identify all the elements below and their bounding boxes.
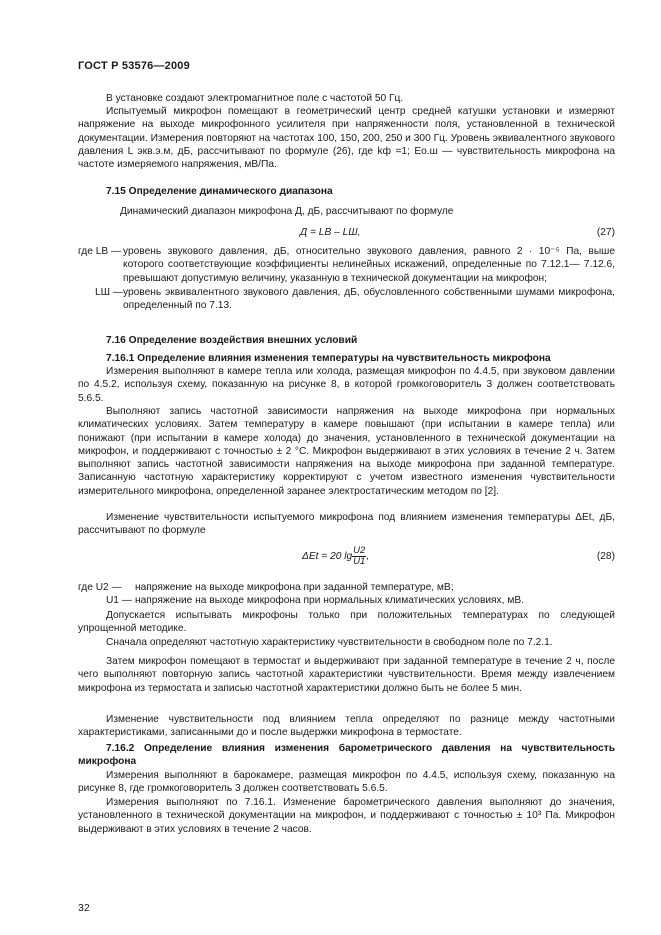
paragraph: Изменение чувствительности под влиянием тепла определяют по разнице между частотными характеристиками, записанными до и после выдержки микрофона в термостате. [78,714,615,739]
definition-term: LШ — [94,286,123,298]
page-number: 32 [78,902,90,914]
formula-28-lhs: ΔEt = 20 lg [302,551,353,563]
formula-27: Д = LВ – LШ, [300,227,361,238]
definition-text: уровень звукового давления, дБ, относительно звукового давления, равного 2 · 10⁻⁵ Па, выше которого соответствующие коэффициенты нелинейных искажений, определенные по 7.12.1— 7.12.6, превышают допустимую величину, указанную в технической документации на микрофон; [123,246,615,284]
definition-text: уровень эквивалентного звукового давления, дБ, обусловленного собственными шумами микрофона, определенный по 7.13. [123,286,615,312]
definition-item [78,245,615,285]
definition-term: где LВ — [78,246,122,257]
paragraph: Испытуемый микрофон помещают в геометрический центр средней катушки установки и измеряют напряжение на выходе микрофонного усилителя при напряженности поля, установленной в технической документации. Измерения повторяют на частотах 100, 150, 200, 250 и 300 Гц. Уровень эквивалентного звукового давления L экв.э.м, дБ, рассчитывают по формуле (26), где kф =1; Eо.ш — чувствительность микрофона на частоте измеряемого напряжения, мВ/Па. [78,106,615,171]
equation-number-27: (27) [596,227,615,238]
paragraph: Допускается испытывать микрофоны только при положительных температурах по следующей упрощенной методике. [78,610,615,635]
paragraph: Динамический диапазон микрофона Д, дБ, рассчитывают по формуле [120,206,454,217]
section-heading-7-16-1: 7.16.1 Определение влияния изменения температуры на чувствительность микрофона [106,353,551,364]
paragraph: Затем микрофон помещают в термостат и выдерживают при заданной температуре в течение 2 ч, после чего выполняют повторную запись частотной характеристики чувствительности. Время между извлечением микрофона из термостата и записью частотной характеристики должно быть не более 5 мин. [78,656,615,694]
paragraph: Измерения выполняют в камере тепла или холода, размещая микрофон по 4.4.5, при звуковом давлении по 4.5.2, используя схему, показанную на рисунке 8, в которой громкоговоритель 3 должен соответствовать 5.6.5. [78,366,615,404]
equation-number-28: (28) [596,551,615,562]
definition-item [78,286,615,313]
paragraph: Выполняют запись частотной зависимости напряжения на выходе микрофона при нормальных климатических условиях. Затем температуру в камере повышают (при испытании в камере тепла) или понижают (при испытании в камере холода) до значения, установленного в технической документации на микрофон, и поддерживают с точностью ± 2 °С. Микрофон выдерживают в этих условиях в течение 2 ч. Затем выполняют запись частотной зависимости напряжения на выходе микрофона при заданной температуре. Записанную частотную характеристику корректируют с учетом известного изменения чувствительности измерительного микрофона, определенной заранее электростатическим методом по [2]. [78,406,615,497]
section-heading-7-16-2: 7.16.2 Определение влияния изменения барометрического давления на чувствительность микрофона [78,743,615,768]
paragraph: Измерения выполняют в барокамере, размещая микрофон по 4.4.5, используя схему, показанную на рисунке 8, где громкоговоритель 3 должен соответствовать 5.6.5. [78,770,615,795]
section-heading-7-16: 7.16 Определение воздействия внешних условий [106,335,358,346]
definition-text: напряжение на выходе микрофона при заданной температуре, мВ; [135,582,454,593]
document-header: ГОСТ Р 53576—2009 [78,60,190,72]
paragraph: Изменение чувствительности испытуемого микрофона под влиянием изменения температуры ΔEt, дБ, рассчитывают по формуле [78,512,615,537]
definition-item [78,581,615,594]
formula-28 [302,546,369,567]
fraction-denominator: U1 [353,556,366,567]
formula-28-tail: , [366,551,370,563]
paragraph: Измерения выполняют по 7.16.1. Изменение барометрического давления выполняют до значения, установленного в технической документации на микрофон, и поддерживают с точностью ± 10³ Па. Микрофон выдерживают в этих условиях в течение 2 часов. [78,797,615,835]
definition-text: напряжение на выходе микрофона при нормальных климатических условиях, мВ. [135,595,524,607]
definition-term: где U2 — [78,582,122,593]
fraction [352,546,366,567]
definition-term: U1 — [105,595,132,607]
definitions-28 [78,581,615,608]
fraction-numerator: U2 [353,545,366,556]
definition-item [78,594,615,607]
paragraph: В установке создают электромагнитное поле с частотой 50 Гц. [106,93,404,104]
section-heading-7-15: 7.15 Определение динамического диапазона [106,186,333,197]
paragraph: Сначала определяют частотную характеристику чувствительности в свободном поле по 7.2.1. [106,637,553,648]
definitions-27 [78,245,615,312]
